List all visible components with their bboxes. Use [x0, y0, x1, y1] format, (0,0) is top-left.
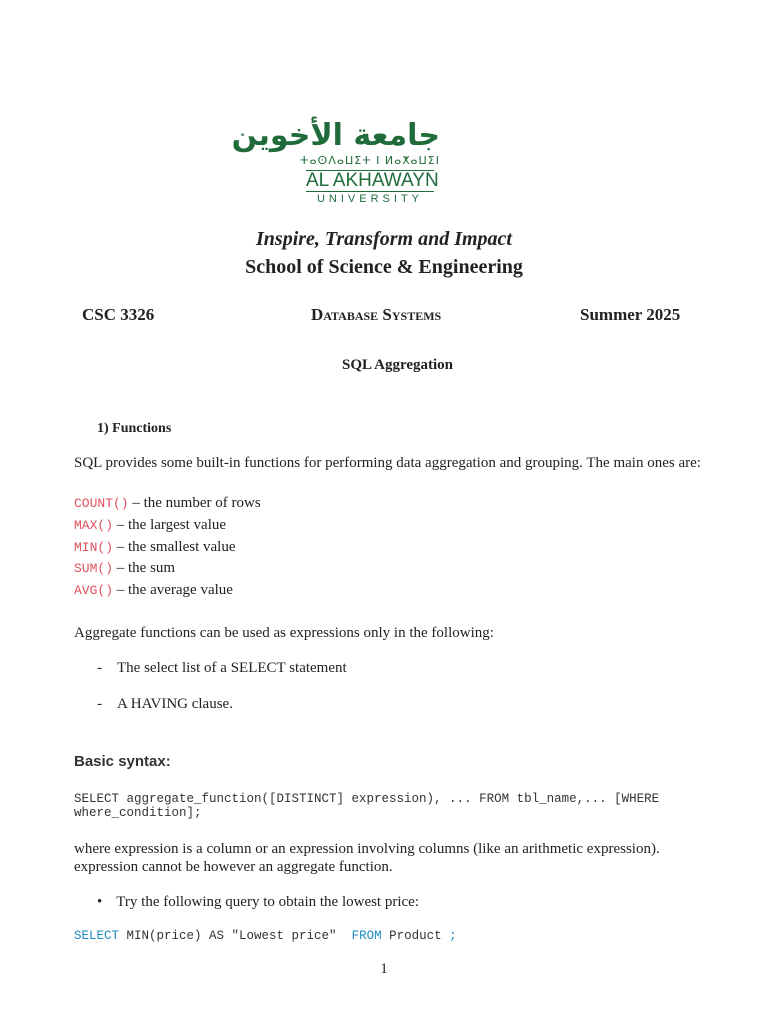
syntax-code: SELECT aggregate_function([DISTINCT] expression), ... FROM tbl_name,... [WHERE where_condition];: [74, 792, 660, 820]
page-number: 1: [380, 961, 388, 977]
list-item: MAX() – the largest value: [74, 516, 227, 533]
university-logo: [231, 118, 440, 206]
list-item: - A HAVING clause.: [97, 696, 233, 712]
syntax-note: where expression is a column or an expression involving columns (like an arithmetic expression). expression cannot be however an aggregate function.: [74, 841, 660, 875]
logo-sub: UNIVERSITY: [316, 193, 423, 205]
list-item: AVG() – the average value: [74, 582, 233, 599]
list-item: MIN() – the smallest value: [74, 538, 236, 555]
list-item: SUM() – the sum: [74, 560, 176, 577]
list-item: COUNT() – the number of rows: [74, 495, 261, 511]
intro-text: SQL provides some built-in functions for performing data aggregation and grouping. The main ones are:: [74, 455, 701, 471]
logo-name: AL AKHAWAYN: [306, 170, 439, 191]
doc-title: SQL Aggregation: [342, 357, 453, 373]
function-list: [74, 493, 261, 602]
list-item: • Try the following query to obtain the lowest price:: [97, 894, 419, 910]
term: Summer 2025: [580, 305, 681, 324]
course-name: Database Systems: [311, 305, 442, 324]
usage-intro: Aggregate functions can be used as expressions only in the following:: [74, 625, 494, 641]
course-code: CSC 3326: [82, 305, 155, 324]
list-item: - The select list of a SELECT statement: [97, 660, 347, 676]
logo-arabic: جامعة الأخوين: [231, 118, 440, 153]
section-heading: 1) Functions: [97, 421, 172, 436]
logo-tifinagh: ⵜⴰⵙⴷⴰⵡⵉⵜ ⵏ ⵍⴰⵅⴰⵡⵉⵏ: [300, 154, 440, 167]
motto: Inspire, Transform and Impact: [256, 228, 512, 250]
syntax-heading: Basic syntax:: [74, 753, 171, 770]
query-code: SELECT MIN(price) AS "Lowest price" FROM Product ;: [74, 929, 457, 943]
school-name: School of Science & Engineering: [245, 256, 523, 278]
